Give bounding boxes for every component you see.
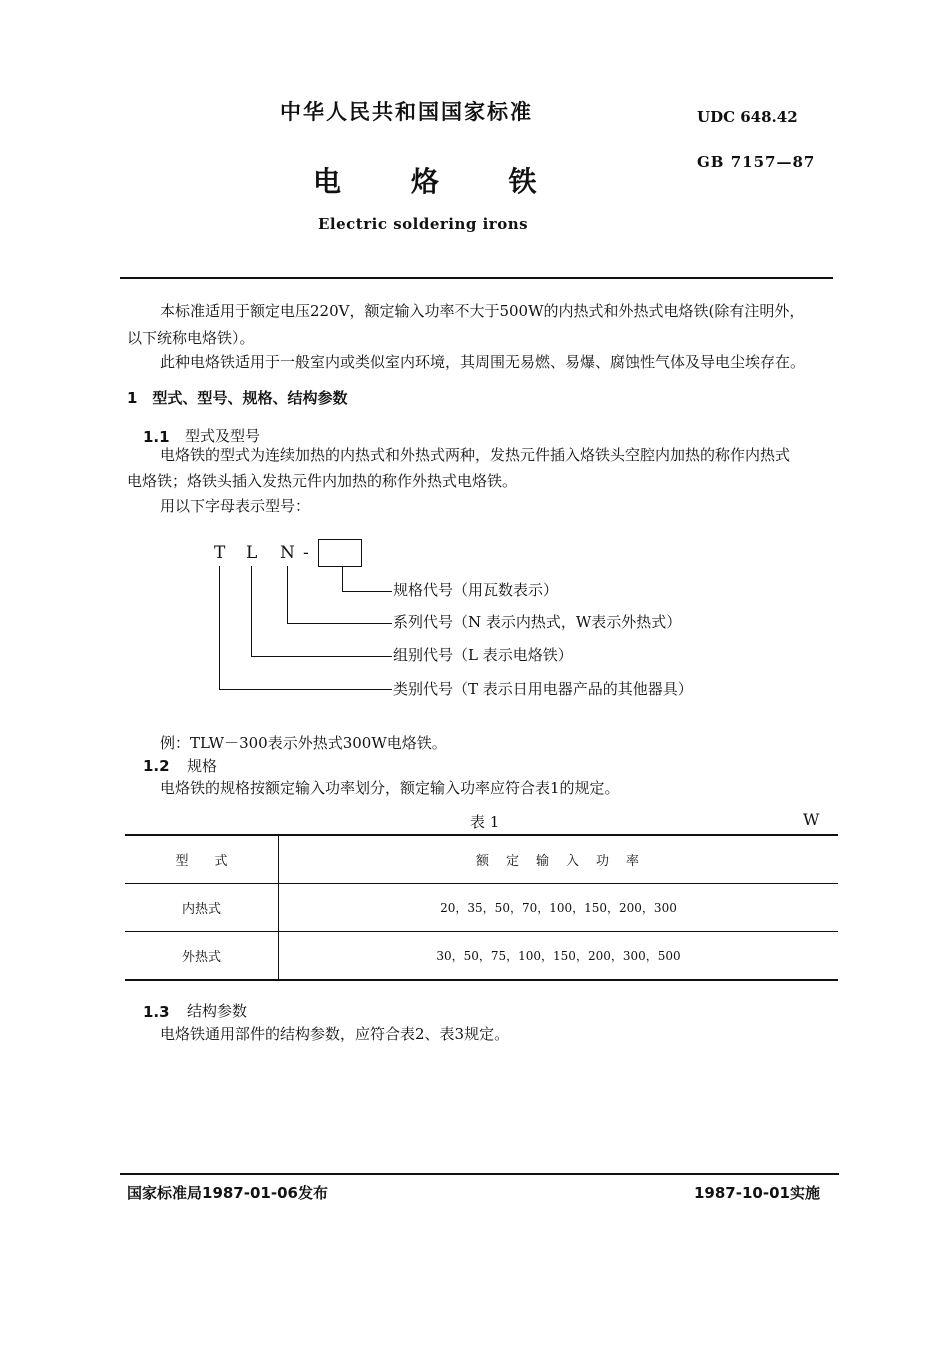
section-1-3-number: 1.3: [143, 1003, 170, 1021]
letter-dash: -: [303, 543, 309, 563]
section-1-1-title: 型式及型号: [185, 427, 261, 445]
footer-divider: [120, 1173, 839, 1175]
header-divider: [120, 277, 833, 279]
letter-n: N: [280, 543, 295, 563]
connector-group-vertical: [251, 566, 252, 657]
connector-group-horizontal: [251, 656, 392, 657]
series-code-label: 系列代号（N 表示内热式，W表示外热式）: [393, 613, 682, 631]
section-1-1-number: 1.1: [143, 428, 170, 446]
connector-spec-horizontal: [342, 591, 392, 592]
letter-l: L: [246, 543, 258, 563]
table-cell-type: 内热式: [125, 884, 279, 932]
model-example: 例：TLW－300表示外热式300W电烙铁。: [160, 734, 447, 752]
section-1-1-paragraph-line2: 电烙铁；烙铁头插入发热元件内加热的称作外热式电烙铁。: [127, 472, 518, 490]
table-header-type: 型 式: [125, 835, 279, 884]
table-row: [125, 932, 838, 981]
document-title-english: Electric soldering irons: [318, 215, 529, 233]
table-cell-power: 30，50，75，100，150，200，300，500: [436, 949, 681, 963]
connector-spec-vertical: [342, 566, 343, 592]
national-standard-title: 中华人民共和国国家标准: [280, 100, 533, 124]
gb-code: GB 7157—87: [697, 153, 816, 171]
connector-series-horizontal: [287, 623, 392, 624]
connector-series-vertical: [287, 566, 288, 624]
section-1-1-model-intro: 用以下字母表示型号：: [160, 497, 311, 515]
connector-category-horizontal: [219, 689, 392, 690]
category-code-label: 类别代号（T 表示日用电器产品的其他器具）: [393, 680, 693, 698]
section-1-2-title: 规格: [187, 757, 218, 775]
table-1-caption: 表 1: [470, 813, 500, 831]
issued-date: 国家标准局1987-01-06发布: [127, 1184, 328, 1202]
section-1-2-paragraph: 电烙铁的规格按额定输入功率划分，额定输入功率应符合表1的规定。: [160, 779, 620, 797]
table-1: [125, 834, 838, 981]
section-1-3-paragraph: 电烙铁通用部件的结构参数，应符合表2、表3规定。: [160, 1025, 510, 1043]
section-1-3-title: 结构参数: [187, 1002, 248, 1020]
section-1-2-number: 1.2: [143, 757, 170, 775]
intro-paragraph-line2: 以下统称电烙铁）。: [127, 329, 255, 347]
table-cell-power: 20，35，50，70，100，150，200，300: [279, 884, 839, 932]
effective-date: 1987-10-01实施: [694, 1184, 820, 1202]
intro-paragraph-2: 此种电烙铁适用于一般室内或类似室内环境，其周围无易燃、易爆、腐蚀性气体及导电尘埃存在。: [160, 353, 806, 371]
udc-code: UDC 648.42: [697, 108, 798, 126]
document-title: 电 烙 铁: [313, 165, 567, 198]
table-1-unit: W: [803, 810, 820, 829]
spec-code-box: [318, 539, 362, 567]
connector-category-vertical: [219, 566, 220, 690]
intro-paragraph-line1: 本标准适用于额定电压220V，额定输入功率不大于500W的内热式和外热式电烙铁(除有注明外，: [160, 302, 805, 320]
table-header-power: 额 定 输 入 功 率: [279, 835, 839, 884]
table-cell-type: 外热式: [125, 932, 279, 981]
section-1-1-paragraph-line1: 电烙铁的型式为连续加热的内热式和外热式两种，发热元件插入烙铁头空腔内加热的称作内热式: [160, 446, 791, 464]
table-row: [125, 884, 838, 932]
group-code-label: 组别代号（L 表示电烙铁）: [393, 646, 573, 664]
section-1-heading: 1 型式、型号、规格、结构参数: [127, 389, 348, 407]
letter-t: T: [214, 543, 226, 563]
table-header-row: [125, 835, 838, 884]
spec-code-label: 规格代号（用瓦数表示）: [393, 581, 559, 599]
